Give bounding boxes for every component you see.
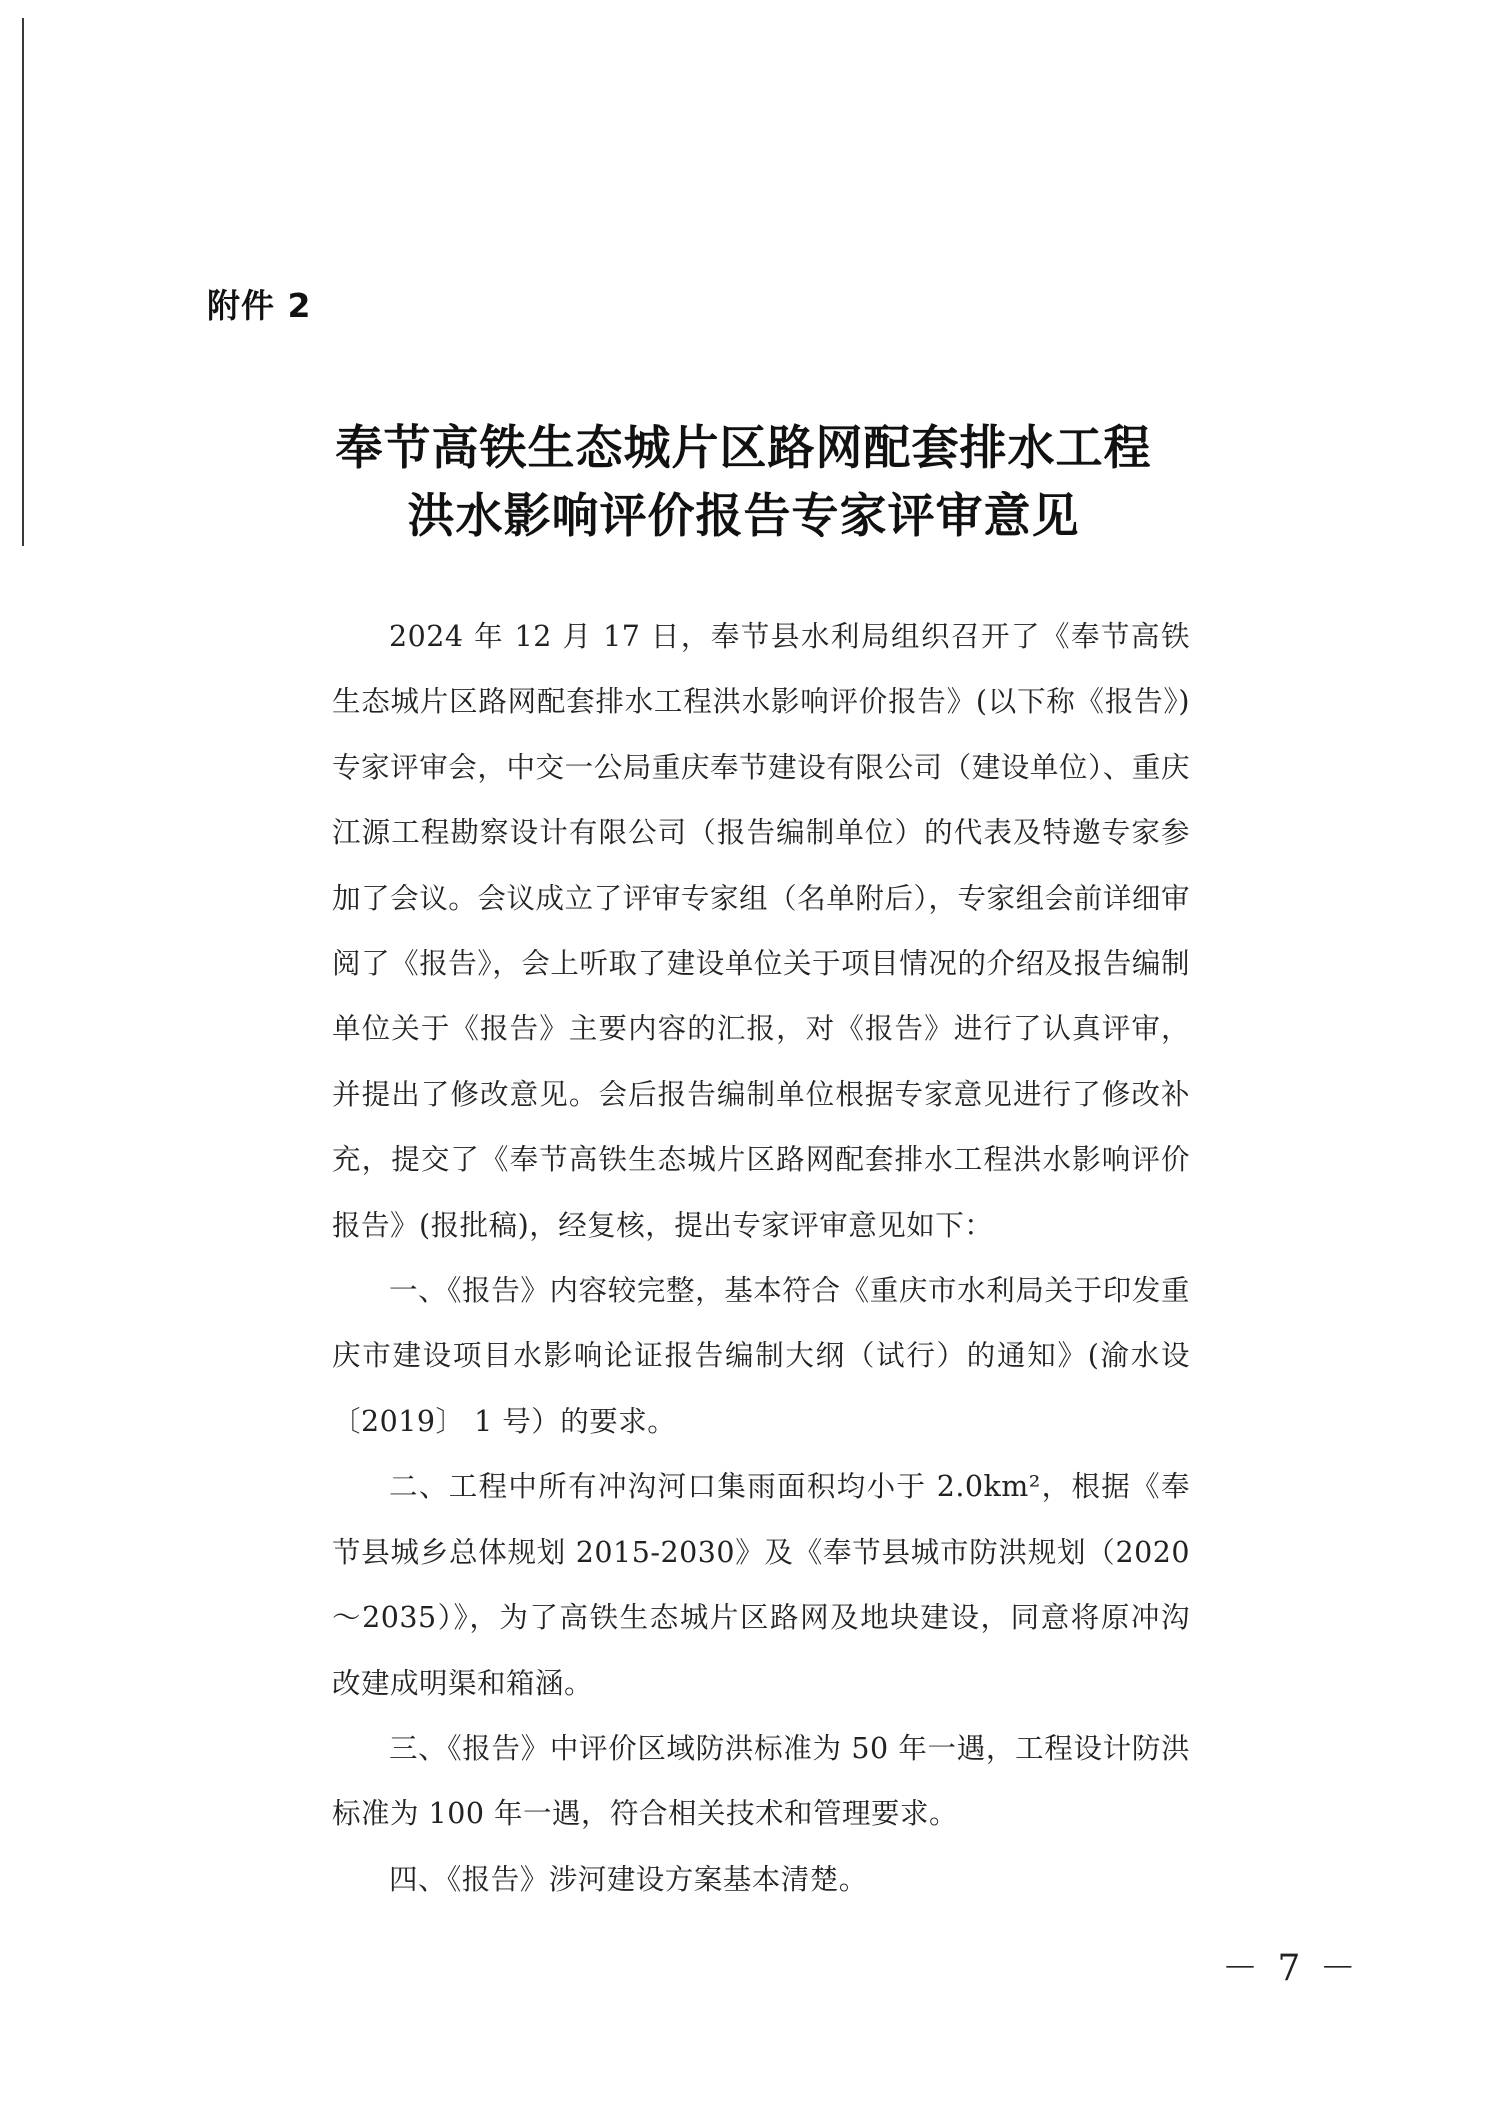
paragraph-opinion-1: 一、《报告》内容较完整，基本符合《重庆市水利局关于印发重庆市建设项目水影响论证报告编制大纲（试行）的通知》(渝水设〔2019〕 1 号）的要求。 [332, 1274, 1190, 1438]
attachment-label: 附件 2 [207, 286, 312, 325]
paragraph-opinion-2: 二、工程中所有冲沟河口集雨面积均小于 2.0km²，根据《奉节县城乡总体规划 2015-2030》及《奉节县城市防洪规划（2020～2035）》，为了高铁生态城片区路网及地块建设，同意将原冲沟改建成明渠和箱涵。 [332, 1470, 1190, 1700]
page-number: － 7 － [1222, 1948, 1360, 1989]
title-line-1: 奉节高铁生态城片区路网配套排水工程 [335, 421, 1152, 476]
paragraph-opinion-4: 四、《报告》涉河建设方案基本清楚。 [389, 1862, 868, 1896]
document-body [332, 604, 1190, 1912]
paragraph-intro: 2024 年 12 月 17 日，奉节县水利局组织召开了《奉节高铁生态城片区路网配套排水工程洪水影响评价报告》(以下称《报告》)专家评审会，中交一公局重庆奉节建设有限公司（建设单位）、重庆江源工程勘察设计有限公司（报告编制单位）的代表及特邀专家参加了会议。会议成立了评审专家组（名单附后），专家组会前详细审阅了《报告》，会上听取了建设单位关于项目情况的介绍及报告编制单位关于《报告》主要内容的汇报，对《报告》进行了认真评审，并提出了修改意见。会后报告编制单位根据专家意见进行了修改补充，提交了《奉节高铁生态城片区路网配套排水工程洪水影响评价报告》(报批稿)，经复核，提出专家评审意见如下： [332, 620, 1190, 1242]
title-line-2: 洪水影响评价报告专家评审意见 [407, 489, 1080, 544]
document-title [0, 415, 1487, 551]
paragraph-opinion-3: 三、《报告》中评价区域防洪标准为 50 年一遇，工程设计防洪标准为 100 年一遇，符合相关技术和管理要求。 [332, 1731, 1190, 1831]
